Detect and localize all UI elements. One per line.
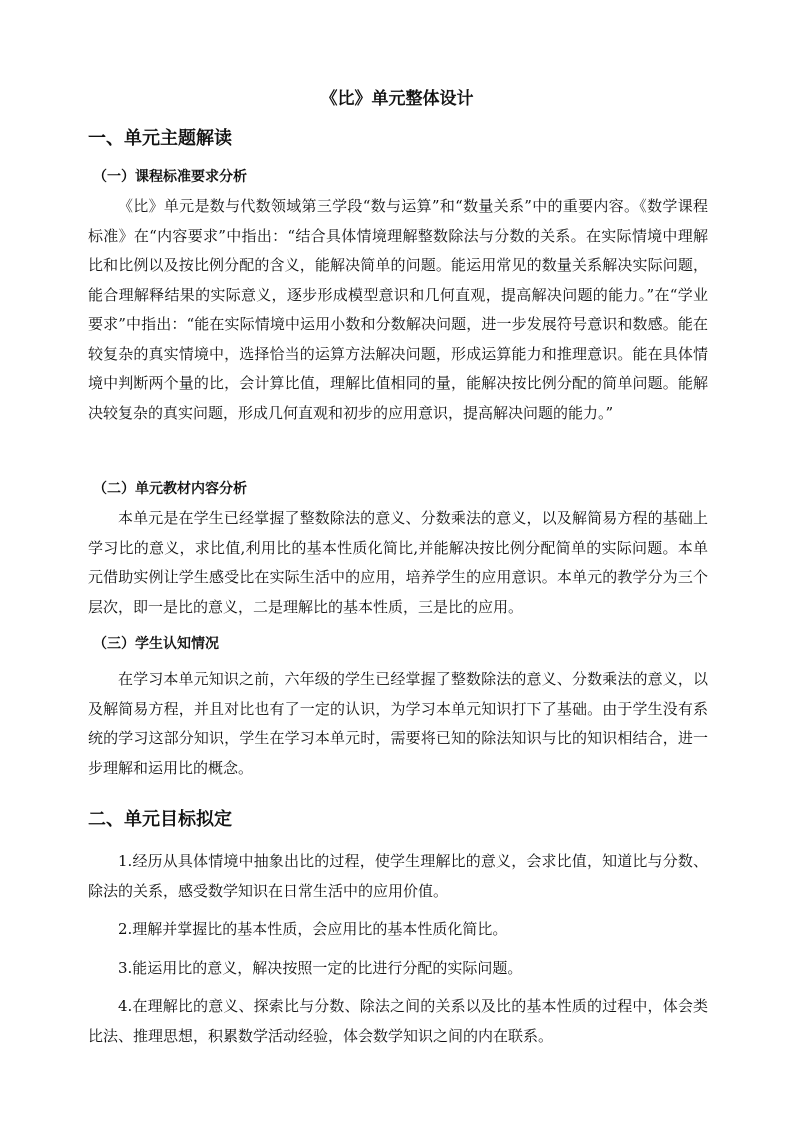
section-heading-1: 一、单元主题解读 [88,128,232,149]
paragraph-student-cognition: 在学习本单元知识之前，六年级的学生已经掌握了整数除法的意义、分数乘法的意义，以及解简易方程，并且对比也有了一定的认识，为学习本单元知识打下了基础。由于学生没有系统的学习这部分知识，学生在学习本单元时，需要将已知的除法知识与比的知识相结合，进一步理解和运用比的概念。 [88,670,708,777]
goal-item-3: 3.能运用比的意义，解决按照一定的比进行分配的实际问题。 [118,959,523,977]
section-heading-2: 二、单元目标拟定 [88,809,232,830]
paragraph-textbook-content: 本单元是在学生已经掌握了整数除法的意义、分数乘法的意义，以及解简易方程的基础上学习比的意义，求比值,利用比的基本性质化简比,并能解决按比例分配简单的实际问题。本单元借助实例让学生感受比在实际生活中的应用，培养学生的应用意识。本单元的教学分为三个层次，即一是比的意义，二是理解比的基本性质，三是比的应用。 [88,509,708,616]
goal-item-4: 4.在理解比的意义、探索比与分数、除法之间的关系以及比的基本性质的过程中，体会类比法、推理思想，积累数学活动经验，体会数学知识之间的内在联系。 [88,997,708,1045]
paragraph-curriculum-standards: 《比》单元是数与代数领域第三学段“数与运算”和“数量关系”中的重要内容。《数学课程标准》在“内容要求”中指出：“结合具体情境理解整数除法与分数的关系。在实际情境中理解比和比例以及按比例分配的含义，能解决简单的问题。能运用常见的数量关系解决实际问题，能合理解释结果的实际意义，逐步形成模型意识和几何直观，提高解决问题的能力。”在“学业要求”中指出：“能在实际情境中运用小数和分数解决问题，进一步发展符号意识和数感。能在较复杂的真实情境中，选择恰当的运算方法解决问题，形成运算能力和推理意识。能在具体情境中判断两个量的比，会计算比值，理解比值相同的量，能解决按比例分配的简单问题。能解决较复杂的真实问题，形成几何直观和初步的应用意识，提高解决问题的能力。” [88,197,708,422]
document-title: 《比》单元整体设计 [320,89,474,109]
goal-item-1: 1.经历从具体情境中抽象出比的过程，使学生理解比的意义，会求比值，知道比与分数、除法的关系，感受数学知识在日常生活中的应用价值。 [88,852,708,900]
goal-item-2: 2.理解并掌握比的基本性质，会应用比的基本性质化简比。 [118,920,508,938]
subsection-heading-2: （二）单元教材内容分析 [93,481,247,497]
subsection-heading-3: （三）学生认知情况 [93,636,219,652]
subsection-heading-1: （一）课程标准要求分析 [93,169,247,185]
